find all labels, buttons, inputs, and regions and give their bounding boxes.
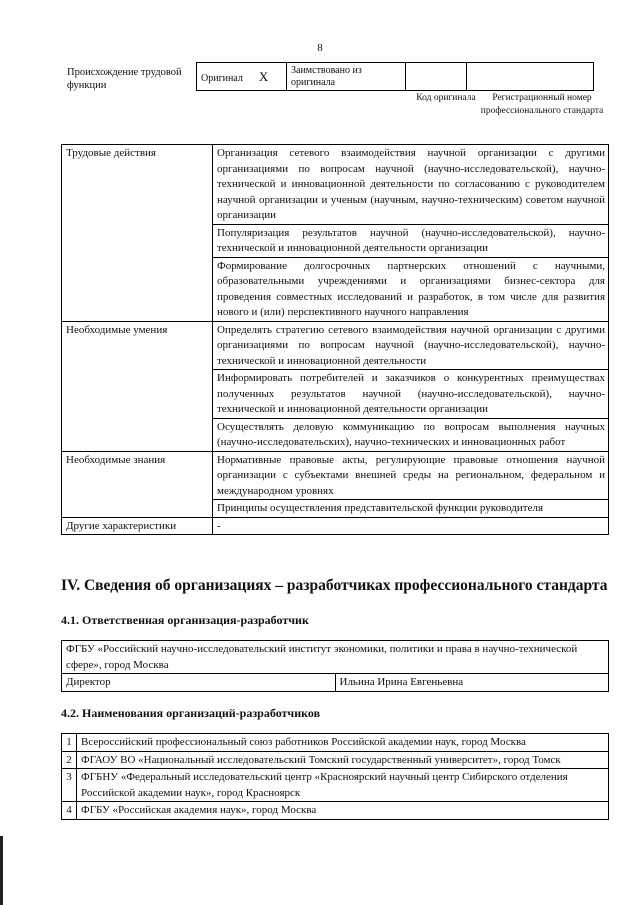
developer-num: 4 — [62, 802, 77, 820]
skill-item: Определять стратегию сетевого взаимодействия научной организации с другими организациями по вопросам научной (научно-исследовательской), научно-технической и инновационной деятельности — [213, 321, 609, 370]
developer-name: ФГБУ «Российская академия наук», город Москва — [77, 802, 609, 820]
borrowed-cell: Заимствовано из оригинала — [287, 63, 406, 91]
developer-name: ФГБНУ «Федеральный исследовательский центр «Красноярский научный центр Сибирского отделения Российской академии наук», город Красноярск — [77, 769, 609, 802]
developer-num: 3 — [62, 769, 77, 802]
knowledge-item: Нормативные правовые акты, регулирующие правовые отношения научной организации с субъектами внешней среды на региональном, федеральном и международном уровнях — [213, 451, 609, 500]
code-cell — [406, 63, 467, 91]
original-cell — [197, 63, 287, 91]
action-item: Популяризация результатов научной (научно-исследовательской), научно-технической и инновационной деятельности организации — [213, 224, 609, 257]
skills-label: Необходимые умения — [62, 321, 213, 451]
developer-name: Всероссийский профессиональный союз работников Российской академии наук, город Москва — [77, 734, 609, 752]
responsible-heading: 4.1. Ответственная организация-разработчик — [61, 613, 309, 627]
action-item: Организация сетевого взаимодействия научной организации с другими организациями по вопросам научной (научно-исследовательской), научно-технической и инновационной деятельности по согласованию с руководителем научной организации и ученым (научным, научно-техническим) советом научной организации — [213, 145, 609, 225]
labor-function-table — [61, 144, 609, 535]
action-item: Формирование долгосрочных партнерских отношений с научными, образовательными учреждениями и организациями бизнес-сектора для проведения совместных исследований и разработок, в том числе для развития нового и (или) перспективного научного направления — [213, 257, 609, 321]
scan-edge-mark — [0, 836, 3, 905]
reg-number-cell — [467, 63, 594, 91]
actions-label: Трудовые действия — [62, 145, 213, 322]
responsible-person: Ильина Ирина Евгеньевна — [335, 674, 609, 692]
other-value: - — [213, 517, 609, 535]
developers-table — [61, 733, 609, 820]
section-title: IV. Сведения об организациях – разработчиках профессионального стандарта — [61, 577, 608, 594]
knowledge-item: Принципы осуществления представительской функции руководителя — [213, 500, 609, 518]
origin-label: Происхождение трудовой функции — [67, 67, 182, 91]
knowledge-label: Необходимые знания — [62, 451, 213, 517]
skill-item: Информировать потребителей и заказчиков о конкурентных преимуществах полученных результатов научной (научно-исследовательской), научно-технической и инновационной деятельности организации — [213, 370, 609, 419]
original-label: Оригинал — [201, 72, 243, 84]
developer-num: 2 — [62, 751, 77, 769]
responsible-role: Директор — [62, 674, 336, 692]
responsible-table — [61, 640, 609, 692]
developers-heading: 4.2. Наименования организаций-разработчиков — [61, 706, 321, 720]
origin-table — [196, 62, 594, 91]
skill-item: Осуществлять деловую коммуникацию по вопросам выполнения научных (научно-исследовательских), научно-технических и инновационных работ — [213, 418, 609, 451]
developer-name: ФГАОУ ВО «Национальный исследовательский Томский государственный университет», город Томск — [77, 751, 609, 769]
developer-num: 1 — [62, 734, 77, 752]
original-mark: X — [258, 68, 269, 84]
responsible-org: ФГБУ «Российский научно-исследовательский институт экономики, политики и права в научно-технической сфере», город Москва — [62, 641, 609, 674]
code-caption: Код оригинала — [416, 93, 476, 103]
page-number: 8 — [317, 42, 323, 54]
reg-number-caption: Регистрационный номер профессионального стандарта — [480, 93, 604, 116]
other-label: Другие характеристики — [62, 517, 213, 535]
